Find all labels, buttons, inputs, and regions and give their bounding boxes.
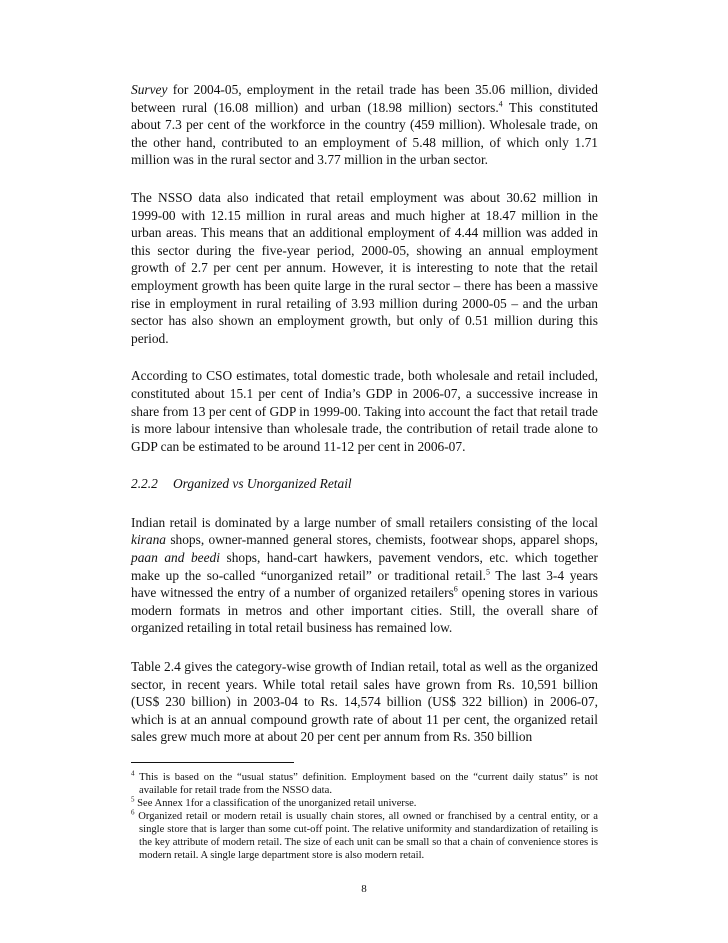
section-title: Organized vs Unorganized Retail [173, 476, 352, 492]
paragraph-cso-estimates: According to CSO estimates, total domestic trade, both wholesale and retail included, constituted about 15.1 per cent of India’s GDP in 2006-07, a successive increase in share from 13 per cent of GDP in 1999-00. Taking into account the fact that retail trade is more labour intensive than wholesale trade, the contribution of retail trade alone to GDP can be estimated to be around 11-12 per cent in 2006-07. [131, 368, 598, 454]
footnote-ref-4: 4 [498, 99, 503, 109]
footnote-ref-6: 6 [453, 584, 458, 594]
paragraph-text: Indian retail is dominated by a large number of small retailers consisting of the local [131, 514, 598, 530]
paragraph-table-growth: Table 2.4 gives the category-wise growth of Indian retail, total as well as the organized sector, in recent years. While total retail sales have grown from Rs. 10,591 billion (US$ 230 billion) in 2003-04 to Rs. 14,574 billion (US$ 322 billion) in 2006-07, which is at an annual compound growth rate of about 11 per cent, the organized retail sales grew much more at about 20 per cent per annum from Rs. 350 billion [131, 659, 598, 745]
paragraph-text: shops, owner-manned general stores, chemists, footwear shops, apparel shops, [165, 532, 598, 548]
footnote-text: This is based on the “usual status” definition. Employment based on the “current daily status” is not available for retail trade from the NSSO data. [134, 772, 598, 796]
footnote-divider [131, 762, 294, 763]
footnote-text: See Annex 1for a classification of the unorganized retail universe. [134, 798, 417, 809]
paragraph-text: for 2004-05, employment in the retail trade has been 35.06 million, divided between rural (16.08 million) and urban (18.98 million) sectors. [131, 82, 598, 115]
footnotes [131, 762, 598, 862]
footnote-4 [131, 771, 598, 797]
section-heading [131, 475, 598, 493]
paragraph-text: shops, hand-cart hawkers, pavement vendors, etc. which together make up the so-called “unorganized retail” or traditional retail. [131, 550, 598, 583]
footnote-text: Organized retail or modern retail is usually chain stores, all owned or franchised by a central entity, or a single store that is larger than some cut-off point. The relative uniformity and standardization of retailing is the key attribute of modern retail. The size of each unit can be small so that a chain of convenience stores is modern retail. A single large department store is also modern retail. [134, 811, 598, 861]
paragraph-text: The last 3-4 years have witnessed the entry of a number of organized retailers [131, 567, 598, 601]
paragraph-nsso-data: The NSSO data also indicated that retail employment was about 30.62 million in 1999-00 with 12.15 million in rural areas and much higher at 18.47 million in the urban areas. This means that an additional employment of 4.44 million was added in this sector during the five-year period, 2000-05, showing an annual employment growth of 2.7 per cent per annum. However, it is interesting to note that the retail employment growth has been quite large in the rural sector – there has been a massive rise in employment in rural retailing of 3.93 million during 2000-05 – and the urban sector has also shown an employment growth, but only of 0.51 million during this period. [131, 189, 598, 346]
paragraph-indian-retail [131, 514, 598, 637]
footnote-5 [131, 797, 598, 810]
survey-italic: Survey [131, 82, 168, 97]
page-number: 8 [361, 883, 367, 895]
document-body [131, 81, 598, 766]
paragraph-employment-survey [131, 81, 598, 169]
footnote-ref-5: 5 [485, 567, 490, 577]
kirana-italic: kirana [131, 532, 166, 548]
section-number: 2.2.2 [131, 476, 158, 492]
paragraph-text: opening stores in various modern formats in metros and other important cities. Still, the overall share of organized retailing in total retail business has remained low. [131, 585, 598, 636]
footnote-marker: 5 [131, 795, 135, 804]
footnote-6 [131, 810, 598, 862]
paragraph-text: This constituted about 7.3 per cent of the workforce in the country (459 million). Wholesale trade, on the other hand, contributed to an employment of 5.48 million, of which only 1.71 million was in the rural sector and 3.77 million in the urban sector. [131, 99, 598, 168]
paan-beedi-italic: paan and beedi [131, 550, 220, 566]
footnote-marker: 6 [131, 808, 135, 817]
footnote-marker: 4 [131, 769, 135, 778]
